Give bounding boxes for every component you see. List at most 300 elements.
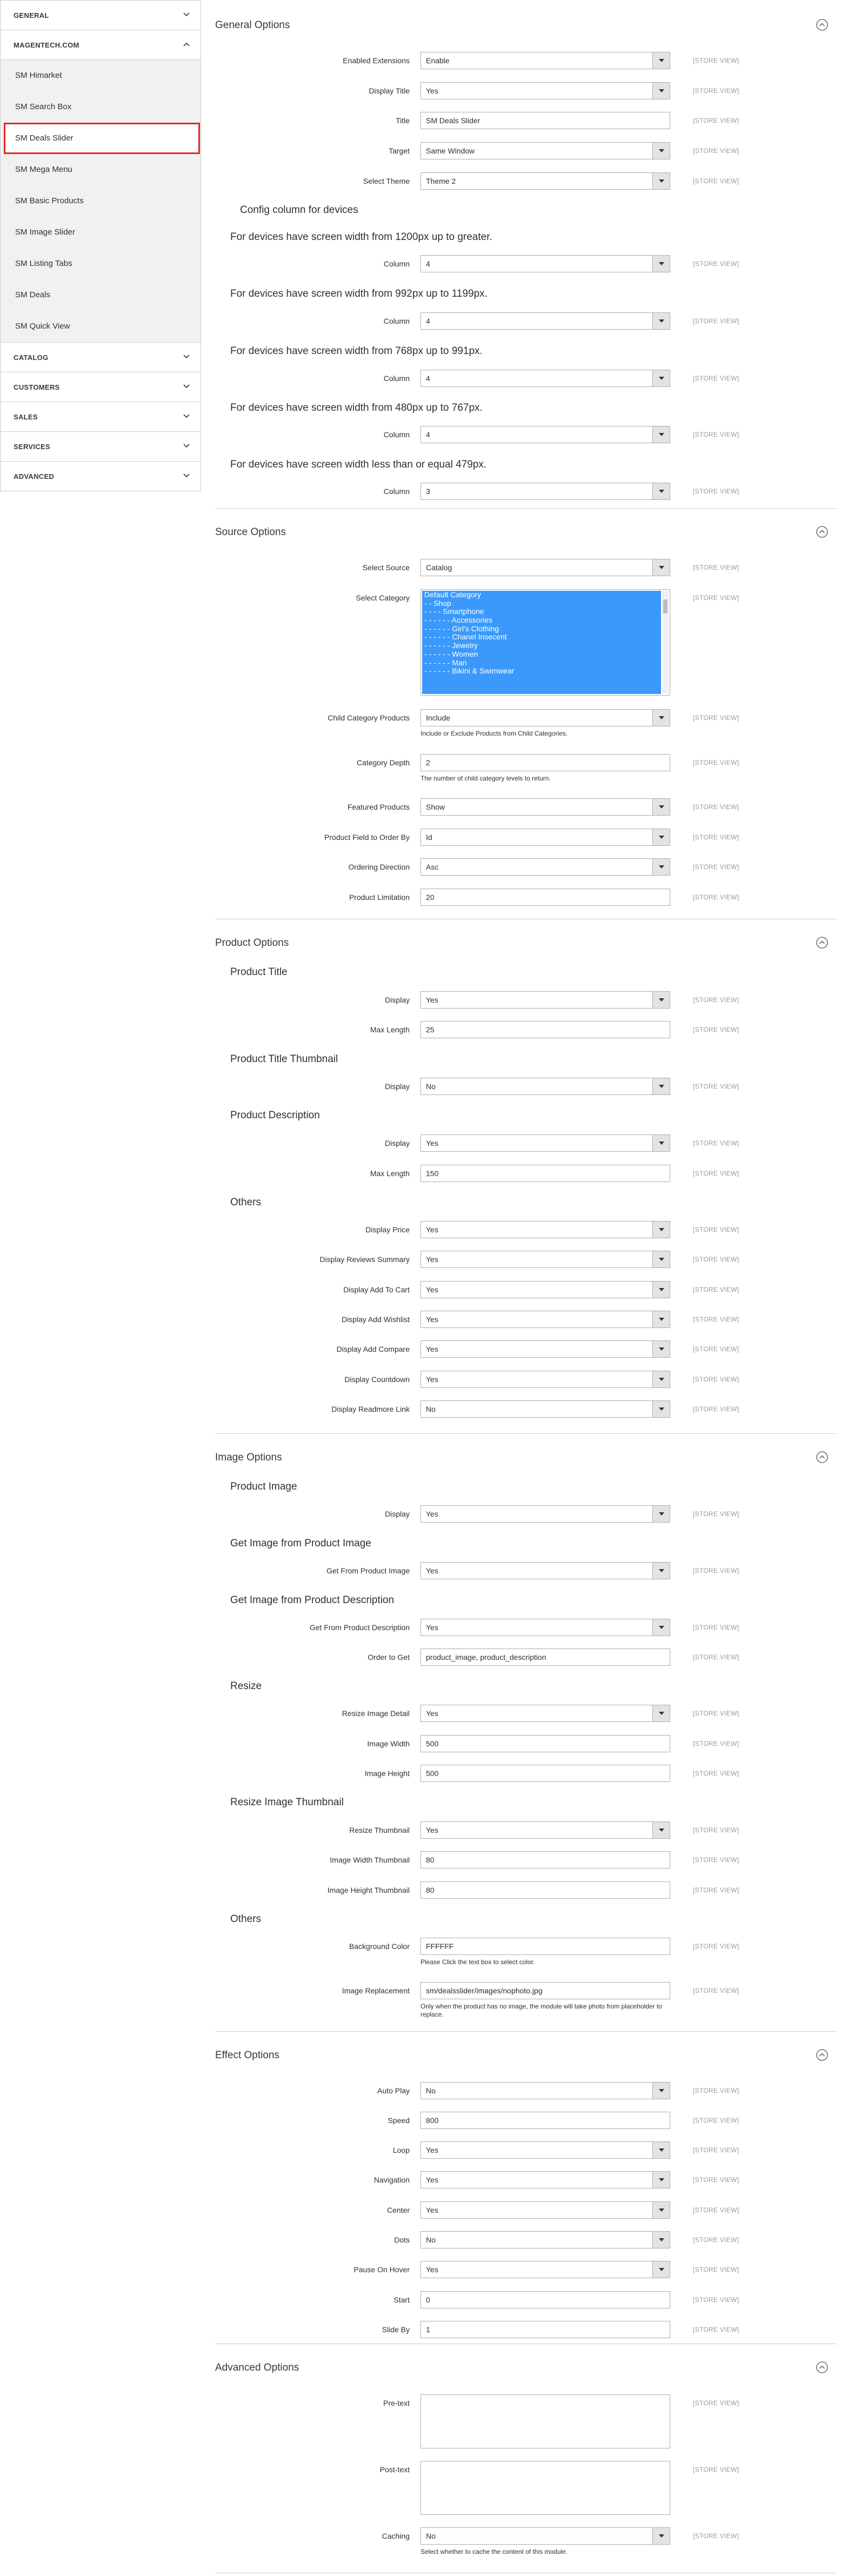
select-value: 4 bbox=[426, 317, 430, 325]
select-value: No bbox=[426, 2086, 436, 2095]
scope-label: [STORE VIEW] bbox=[693, 1567, 739, 1574]
field-label: Resize Image Detail bbox=[342, 1709, 410, 1718]
scope-label: [STORE VIEW] bbox=[693, 1624, 739, 1631]
chevron-down-icon bbox=[181, 441, 192, 451]
get-from-product-description-select[interactable] bbox=[420, 1619, 670, 1636]
sidebar-item-label: SM Himarket bbox=[15, 71, 62, 80]
scope-label: [STORE VIEW] bbox=[693, 1653, 739, 1661]
center-select[interactable] bbox=[420, 2201, 670, 2219]
select-value: Include bbox=[426, 713, 451, 722]
dropdown-arrow-icon bbox=[652, 483, 670, 499]
scope-label: [STORE VIEW] bbox=[693, 1345, 739, 1353]
scope-label: [STORE VIEW] bbox=[693, 893, 739, 901]
dropdown-arrow-icon bbox=[652, 2083, 670, 2099]
category-depth-input[interactable] bbox=[420, 754, 670, 771]
image-display-select[interactable] bbox=[420, 1505, 670, 1523]
display-countdown-select[interactable] bbox=[420, 1371, 670, 1388]
sidebar-item-sm-deals-slider[interactable] bbox=[4, 123, 200, 154]
collapse-icon[interactable] bbox=[816, 1451, 829, 1464]
background-color-input[interactable] bbox=[420, 1938, 670, 1955]
input-value: 80 bbox=[426, 1856, 435, 1864]
dropdown-arrow-icon bbox=[652, 559, 670, 576]
field-label: Center bbox=[386, 2206, 410, 2214]
sidebar-section-general[interactable] bbox=[1, 1, 201, 30]
category-option[interactable]: Default Category bbox=[424, 591, 482, 599]
start-input[interactable] bbox=[420, 2291, 670, 2308]
sidebar-section-customers[interactable] bbox=[1, 372, 201, 402]
category-option[interactable]: - - Shop bbox=[424, 598, 451, 608]
dropdown-arrow-icon bbox=[652, 2261, 670, 2278]
collapse-icon[interactable] bbox=[816, 2361, 829, 2374]
input-value: 500 bbox=[426, 1739, 439, 1748]
dropdown-arrow-icon bbox=[652, 2232, 670, 2248]
sidebar-section-services[interactable] bbox=[1, 432, 201, 462]
dropdown-arrow-icon bbox=[652, 313, 670, 329]
input-value: 2 bbox=[426, 758, 430, 767]
dropdown-arrow-icon bbox=[652, 2528, 670, 2544]
scope-label: [STORE VIEW] bbox=[693, 147, 739, 155]
dropdown-arrow-icon bbox=[652, 1401, 670, 1417]
field-note: Select whether to cache the content of this module. bbox=[420, 2548, 568, 2555]
scope-label: [STORE VIEW] bbox=[693, 1376, 739, 1383]
scope-label: [STORE VIEW] bbox=[693, 1170, 739, 1177]
select-value: Yes bbox=[426, 2206, 438, 2214]
sidebar-box bbox=[0, 0, 201, 491]
product-title-heading: Product Title bbox=[230, 966, 288, 978]
select-value: Yes bbox=[426, 1375, 438, 1384]
title-display-select[interactable] bbox=[420, 991, 670, 1009]
navigation-select[interactable] bbox=[420, 2171, 670, 2188]
scope-label: [STORE VIEW] bbox=[693, 759, 739, 766]
select-value: Yes bbox=[426, 1709, 438, 1718]
field-label: Column bbox=[383, 317, 410, 325]
get-from-product-image-select[interactable] bbox=[420, 1562, 670, 1579]
field-label: Column bbox=[383, 374, 410, 383]
category-scrollbar[interactable] bbox=[662, 591, 669, 694]
scope-label: [STORE VIEW] bbox=[693, 863, 739, 871]
dropdown-arrow-icon bbox=[652, 1251, 670, 1267]
desc-max-length-input[interactable] bbox=[420, 1165, 670, 1182]
sidebar-item-label: SM Mega Menu bbox=[15, 165, 72, 174]
select-value: Yes bbox=[426, 1139, 438, 1147]
field-label: Image Replacement bbox=[342, 1986, 410, 1995]
dropdown-arrow-icon bbox=[652, 1078, 670, 1095]
field-label: Speed bbox=[388, 2116, 410, 2125]
scope-label: [STORE VIEW] bbox=[693, 1286, 739, 1293]
display-add-to-cart-select[interactable] bbox=[420, 1281, 670, 1298]
collapse-icon[interactable] bbox=[816, 936, 829, 949]
featured-products-select[interactable] bbox=[420, 798, 670, 816]
sidebar-item-label: SM Basic Products bbox=[15, 196, 84, 205]
select-value: Yes bbox=[426, 2265, 438, 2274]
dropdown-arrow-icon bbox=[652, 2142, 670, 2158]
field-label: Column bbox=[383, 430, 410, 439]
device-heading-1200: For devices have screen width from 1200px up to greater. bbox=[230, 231, 492, 243]
field-label: Featured Products bbox=[347, 803, 410, 811]
field-label: Enabled Extensions bbox=[343, 56, 410, 65]
field-label: Dots bbox=[394, 2235, 410, 2244]
field-label: Post-text bbox=[379, 2465, 410, 2474]
product-options-group bbox=[215, 919, 837, 1434]
scope-label: [STORE VIEW] bbox=[693, 803, 739, 811]
field-label: Pause On Hover bbox=[353, 2265, 410, 2274]
product-title-thumbnail-heading: Product Title Thumbnail bbox=[230, 1053, 338, 1065]
select-value: 4 bbox=[426, 374, 430, 383]
scope-label: [STORE VIEW] bbox=[693, 1026, 739, 1033]
category-option[interactable]: - - - - - - Man bbox=[424, 658, 467, 667]
category-option[interactable]: - - - - - - Accessories bbox=[424, 616, 493, 625]
sidebar-section-sales[interactable] bbox=[1, 402, 201, 432]
image-width-input[interactable] bbox=[420, 1735, 670, 1752]
category-option[interactable]: - - - - - - Jewelry bbox=[424, 641, 478, 650]
field-label: Category Depth bbox=[356, 758, 410, 767]
category-options bbox=[422, 591, 661, 694]
select-value: Yes bbox=[426, 1285, 438, 1294]
select-value: Show bbox=[426, 803, 445, 811]
dropdown-arrow-icon bbox=[652, 1341, 670, 1357]
pre-text-textarea[interactable] bbox=[420, 2394, 670, 2448]
sidebar-section-label: SALES bbox=[14, 413, 38, 421]
select-value: Yes bbox=[426, 1566, 438, 1575]
slide-by-input[interactable] bbox=[420, 2321, 670, 2338]
field-label: Display Add Compare bbox=[336, 1345, 410, 1353]
group-title: Source Options bbox=[215, 526, 286, 538]
select-value: No bbox=[426, 2532, 436, 2540]
sidebar-item-label: SM Deals Slider bbox=[15, 134, 74, 143]
target-select[interactable] bbox=[420, 142, 670, 159]
sidebar-section-catalog[interactable] bbox=[1, 343, 201, 372]
select-value: Theme 2 bbox=[426, 177, 456, 185]
sidebar-section-label: SERVICES bbox=[14, 443, 50, 451]
source-options-group bbox=[215, 508, 837, 919]
scope-label: [STORE VIEW] bbox=[693, 1943, 739, 1950]
ordering-direction-select[interactable] bbox=[420, 858, 670, 876]
scope-label: [STORE VIEW] bbox=[693, 1826, 739, 1834]
category-option[interactable]: - - - - - - Women bbox=[424, 649, 478, 658]
pause-on-hover-select[interactable] bbox=[420, 2261, 670, 2278]
field-label: Select Source bbox=[362, 563, 410, 572]
resize-image-detail-select[interactable] bbox=[420, 1705, 670, 1722]
dropdown-arrow-icon bbox=[652, 426, 670, 443]
dropdown-arrow-icon bbox=[652, 52, 670, 69]
device-heading-992: For devices have screen width from 992px up to 1199px. bbox=[230, 288, 488, 299]
field-label: Background Color bbox=[349, 1942, 410, 1951]
config-column-heading: Config column for devices bbox=[240, 204, 358, 216]
sidebar-item-label: SM Quick View bbox=[15, 322, 70, 331]
field-label: Auto Play bbox=[377, 2086, 410, 2095]
field-note: The number of child category levels to return. bbox=[420, 775, 551, 782]
scope-label: [STORE VIEW] bbox=[693, 1710, 739, 1717]
field-label: Display Add Wishlist bbox=[341, 1315, 410, 1324]
sidebar-item-label: SM Listing Tabs bbox=[15, 259, 72, 268]
category-option[interactable]: - - - - - - Girl's Clothing bbox=[424, 624, 499, 633]
device-heading-480: For devices have screen width from 480px up to 767px. bbox=[230, 402, 483, 413]
scope-label: [STORE VIEW] bbox=[693, 1316, 739, 1323]
scope-label: [STORE VIEW] bbox=[693, 1226, 739, 1233]
dropdown-arrow-icon bbox=[652, 992, 670, 1008]
select-value: 4 bbox=[426, 430, 430, 439]
chevron-down-icon bbox=[181, 351, 192, 362]
column-1200-select[interactable] bbox=[420, 255, 670, 272]
input-value: 0 bbox=[426, 2295, 430, 2304]
scope-label: [STORE VIEW] bbox=[693, 2206, 739, 2214]
input-value: product_image, product_description bbox=[426, 1653, 546, 1661]
sidebar-section-magentech[interactable] bbox=[1, 30, 201, 59]
image-width-thumbnail-input[interactable] bbox=[420, 1851, 670, 1868]
sidebar-item-sm-search-box[interactable] bbox=[1, 91, 201, 123]
sidebar-submenu bbox=[1, 59, 201, 343]
field-label: Column bbox=[383, 487, 410, 496]
sidebar-section-label: MAGENTECH.COM bbox=[14, 41, 79, 49]
chevron-down-icon bbox=[181, 470, 192, 481]
loop-select[interactable] bbox=[420, 2141, 670, 2159]
category-option[interactable]: - - - - - - Chanel Insecent bbox=[424, 632, 507, 642]
select-value: Yes bbox=[426, 1826, 438, 1834]
field-label: Target bbox=[389, 146, 410, 155]
field-label: Order to Get bbox=[368, 1653, 410, 1661]
order-by-select[interactable] bbox=[420, 829, 670, 846]
field-label: Column bbox=[383, 259, 410, 268]
dropdown-arrow-icon bbox=[652, 1311, 670, 1327]
select-value: Id bbox=[426, 833, 432, 842]
collapse-icon[interactable] bbox=[816, 18, 829, 31]
title-input[interactable] bbox=[420, 112, 670, 129]
input-value: 20 bbox=[426, 893, 435, 902]
image-height-input[interactable] bbox=[420, 1765, 670, 1782]
field-label: Image Width bbox=[367, 1739, 410, 1748]
resize-heading: Resize bbox=[230, 1680, 262, 1692]
sidebar-item-sm-himarket[interactable] bbox=[1, 60, 201, 91]
field-label: Select Category bbox=[356, 593, 410, 602]
device-heading-479: For devices have screen width less than or equal 479px. bbox=[230, 459, 487, 470]
sidebar-section-label: CATALOG bbox=[14, 353, 49, 362]
scope-label: [STORE VIEW] bbox=[693, 57, 739, 64]
dropdown-arrow-icon bbox=[652, 710, 670, 726]
post-text-textarea[interactable] bbox=[420, 2461, 670, 2515]
sidebar-section-label: ADVANCED bbox=[14, 472, 55, 481]
dropdown-arrow-icon bbox=[652, 799, 670, 815]
auto-play-select[interactable] bbox=[420, 2082, 670, 2099]
column-768-select[interactable] bbox=[420, 370, 670, 387]
category-option[interactable]: - - - - Smartphone bbox=[424, 607, 484, 616]
collapse-icon[interactable] bbox=[816, 525, 829, 538]
scope-label: [STORE VIEW] bbox=[693, 564, 739, 571]
get-image-product-description-heading: Get Image from Product Description bbox=[230, 1594, 395, 1606]
resize-thumbnail-select[interactable] bbox=[420, 1821, 670, 1839]
collapse-icon[interactable] bbox=[816, 2048, 829, 2061]
field-label: Image Width Thumbnail bbox=[330, 1856, 410, 1864]
input-value: 800 bbox=[426, 2116, 439, 2125]
field-note: Please Click the text box to select color. bbox=[420, 1958, 535, 1966]
select-value: Yes bbox=[426, 996, 438, 1004]
scope-label: [STORE VIEW] bbox=[693, 1740, 739, 1747]
display-price-select[interactable] bbox=[420, 1221, 670, 1238]
sidebar-item-label: SM Search Box bbox=[15, 102, 72, 111]
image-height-thumbnail-input[interactable] bbox=[420, 1881, 670, 1899]
field-label: Display Countdown bbox=[344, 1375, 410, 1384]
field-label: Display Price bbox=[365, 1225, 410, 1234]
advanced-options-group bbox=[215, 2344, 837, 2573]
field-label: Pre-text bbox=[383, 2399, 410, 2407]
sidebar-item-sm-listing-tabs[interactable] bbox=[1, 248, 201, 279]
scope-label: [STORE VIEW] bbox=[693, 2146, 739, 2154]
sidebar-item-label: SM Image Slider bbox=[15, 228, 75, 237]
select-value: Enable bbox=[426, 56, 450, 65]
chevron-down-icon bbox=[181, 411, 192, 422]
field-label: Display bbox=[385, 1139, 410, 1147]
field-label: Child Category Products bbox=[328, 713, 410, 722]
scope-label: [STORE VIEW] bbox=[693, 375, 739, 382]
field-label: Slide By bbox=[382, 2325, 410, 2334]
display-add-wishlist-select[interactable] bbox=[420, 1311, 670, 1328]
select-value: 3 bbox=[426, 487, 430, 496]
scope-label: [STORE VIEW] bbox=[693, 1256, 739, 1263]
sidebar-section-advanced[interactable] bbox=[1, 462, 201, 491]
display-title-select[interactable] bbox=[420, 82, 670, 99]
select-value: Yes bbox=[426, 1345, 438, 1353]
input-value: FFFFFF bbox=[426, 1942, 454, 1951]
dropdown-arrow-icon bbox=[652, 1822, 670, 1838]
scope-label: [STORE VIEW] bbox=[693, 1856, 739, 1864]
select-value: Asc bbox=[426, 863, 439, 871]
field-note: Include or Exclude Products from Child Categories. bbox=[420, 730, 568, 737]
dropdown-arrow-icon bbox=[652, 859, 670, 875]
admin-config-sidebar bbox=[0, 0, 201, 491]
select-value: Yes bbox=[426, 1255, 438, 1264]
image-others-heading: Others bbox=[230, 1913, 262, 1925]
select-value: Yes bbox=[426, 2146, 438, 2154]
sidebar-item-sm-mega-menu[interactable] bbox=[1, 154, 201, 185]
product-limitation-input[interactable] bbox=[420, 889, 670, 906]
select-value: No bbox=[426, 1405, 436, 1413]
scope-label: [STORE VIEW] bbox=[693, 2236, 739, 2244]
scrollbar-thumb[interactable] bbox=[663, 599, 668, 613]
category-option[interactable]: - - - - - - Bikini & Swimwear bbox=[424, 666, 515, 676]
column-479-select[interactable] bbox=[420, 483, 670, 500]
enabled-extensions-select[interactable] bbox=[420, 52, 670, 69]
product-others-heading: Others bbox=[230, 1197, 262, 1208]
scope-label: [STORE VIEW] bbox=[693, 1139, 739, 1147]
desc-display-select[interactable] bbox=[420, 1134, 670, 1152]
field-label: Display bbox=[385, 1082, 410, 1091]
device-heading-768: For devices have screen width from 768px up to 991px. bbox=[230, 345, 483, 357]
display-add-compare-select[interactable] bbox=[420, 1340, 670, 1358]
column-480-select[interactable] bbox=[420, 426, 670, 443]
field-label: Title bbox=[396, 116, 410, 125]
dropdown-arrow-icon bbox=[652, 1705, 670, 1721]
chevron-down-icon bbox=[181, 381, 192, 392]
child-category-select[interactable] bbox=[420, 709, 670, 726]
field-label: Resize Thumbnail bbox=[349, 1826, 410, 1834]
image-replacement-input[interactable] bbox=[420, 1982, 670, 1999]
sidebar-item-sm-deals[interactable] bbox=[1, 279, 201, 311]
speed-input[interactable] bbox=[420, 2112, 670, 2129]
input-value: 25 bbox=[426, 1025, 435, 1034]
resize-image-thumbnail-heading: Resize Image Thumbnail bbox=[230, 1797, 344, 1808]
column-992-select[interactable] bbox=[420, 312, 670, 330]
chevron-up-icon bbox=[181, 39, 192, 50]
dropdown-arrow-icon bbox=[652, 1506, 670, 1522]
dropdown-arrow-icon bbox=[652, 83, 670, 99]
group-title: Product Options bbox=[215, 937, 289, 949]
scope-label: [STORE VIEW] bbox=[693, 260, 739, 268]
group-title: Image Options bbox=[215, 1452, 282, 1463]
field-label: Image Height Thumbnail bbox=[327, 1886, 410, 1894]
field-label: Get From Product Description bbox=[309, 1623, 410, 1632]
field-label: Image Height bbox=[364, 1769, 410, 1778]
scope-label: [STORE VIEW] bbox=[693, 2296, 739, 2304]
field-label: Select Theme bbox=[363, 177, 410, 185]
field-label: Ordering Direction bbox=[348, 863, 410, 871]
input-value: 150 bbox=[426, 1169, 439, 1178]
dropdown-arrow-icon bbox=[652, 370, 670, 386]
dropdown-arrow-icon bbox=[652, 256, 670, 272]
dropdown-arrow-icon bbox=[652, 1619, 670, 1636]
general-options-group bbox=[215, 0, 837, 509]
sidebar-item-sm-image-slider[interactable] bbox=[1, 217, 201, 248]
display-readmore-select[interactable] bbox=[420, 1400, 670, 1418]
title-max-length-input[interactable] bbox=[420, 1021, 670, 1038]
field-label: Max Length bbox=[370, 1025, 410, 1034]
sidebar-section-label: CUSTOMERS bbox=[14, 383, 60, 391]
group-title: General Options bbox=[215, 19, 290, 31]
dropdown-arrow-icon bbox=[652, 1371, 670, 1387]
input-value: sm/dealsslider/images/nophoto.jpg bbox=[426, 1986, 543, 1995]
scope-label: [STORE VIEW] bbox=[693, 2176, 739, 2184]
scope-label: [STORE VIEW] bbox=[693, 488, 739, 495]
sidebar-item-sm-basic-products[interactable] bbox=[1, 185, 201, 217]
select-source-select[interactable] bbox=[420, 559, 670, 576]
input-value: SM Deals Slider bbox=[426, 116, 480, 125]
scope-label: [STORE VIEW] bbox=[693, 1770, 739, 1777]
select-value: Yes bbox=[426, 1623, 438, 1632]
dropdown-arrow-icon bbox=[652, 829, 670, 845]
scope-label: [STORE VIEW] bbox=[693, 1405, 739, 1413]
group-title: Effect Options bbox=[215, 2050, 279, 2061]
field-label: Start bbox=[393, 2295, 410, 2304]
select-value: Yes bbox=[426, 1510, 438, 1518]
dots-select[interactable] bbox=[420, 2231, 670, 2248]
scope-label: [STORE VIEW] bbox=[693, 2399, 739, 2407]
caching-select[interactable] bbox=[420, 2527, 670, 2545]
field-label: Display bbox=[385, 1510, 410, 1518]
scope-label: [STORE VIEW] bbox=[693, 177, 739, 185]
field-label: Navigation bbox=[373, 2175, 410, 2184]
dropdown-arrow-icon bbox=[652, 1222, 670, 1238]
sidebar-item-sm-quick-view[interactable] bbox=[1, 311, 201, 342]
dropdown-arrow-icon bbox=[652, 1135, 670, 1151]
select-value: No bbox=[426, 1082, 436, 1091]
scope-label: [STORE VIEW] bbox=[693, 2532, 739, 2540]
field-label: Get From Product Image bbox=[326, 1566, 410, 1575]
display-reviews-select[interactable] bbox=[420, 1251, 670, 1268]
dropdown-arrow-icon bbox=[652, 143, 670, 159]
field-label: Caching bbox=[382, 2532, 410, 2540]
scope-label: [STORE VIEW] bbox=[693, 1987, 739, 1994]
select-theme-select[interactable] bbox=[420, 172, 670, 190]
scope-label: [STORE VIEW] bbox=[693, 1886, 739, 1894]
scope-label: [STORE VIEW] bbox=[693, 117, 739, 124]
order-to-get-input[interactable] bbox=[420, 1649, 670, 1666]
thumb-display-select[interactable] bbox=[420, 1078, 670, 1095]
dropdown-arrow-icon bbox=[652, 1282, 670, 1298]
scope-label: [STORE VIEW] bbox=[693, 2087, 739, 2094]
select-category-multiselect[interactable] bbox=[420, 589, 670, 696]
field-label: Display Readmore Link bbox=[331, 1405, 410, 1413]
input-value: 1 bbox=[426, 2325, 430, 2334]
scope-label: [STORE VIEW] bbox=[693, 594, 739, 602]
select-value: 4 bbox=[426, 259, 430, 268]
